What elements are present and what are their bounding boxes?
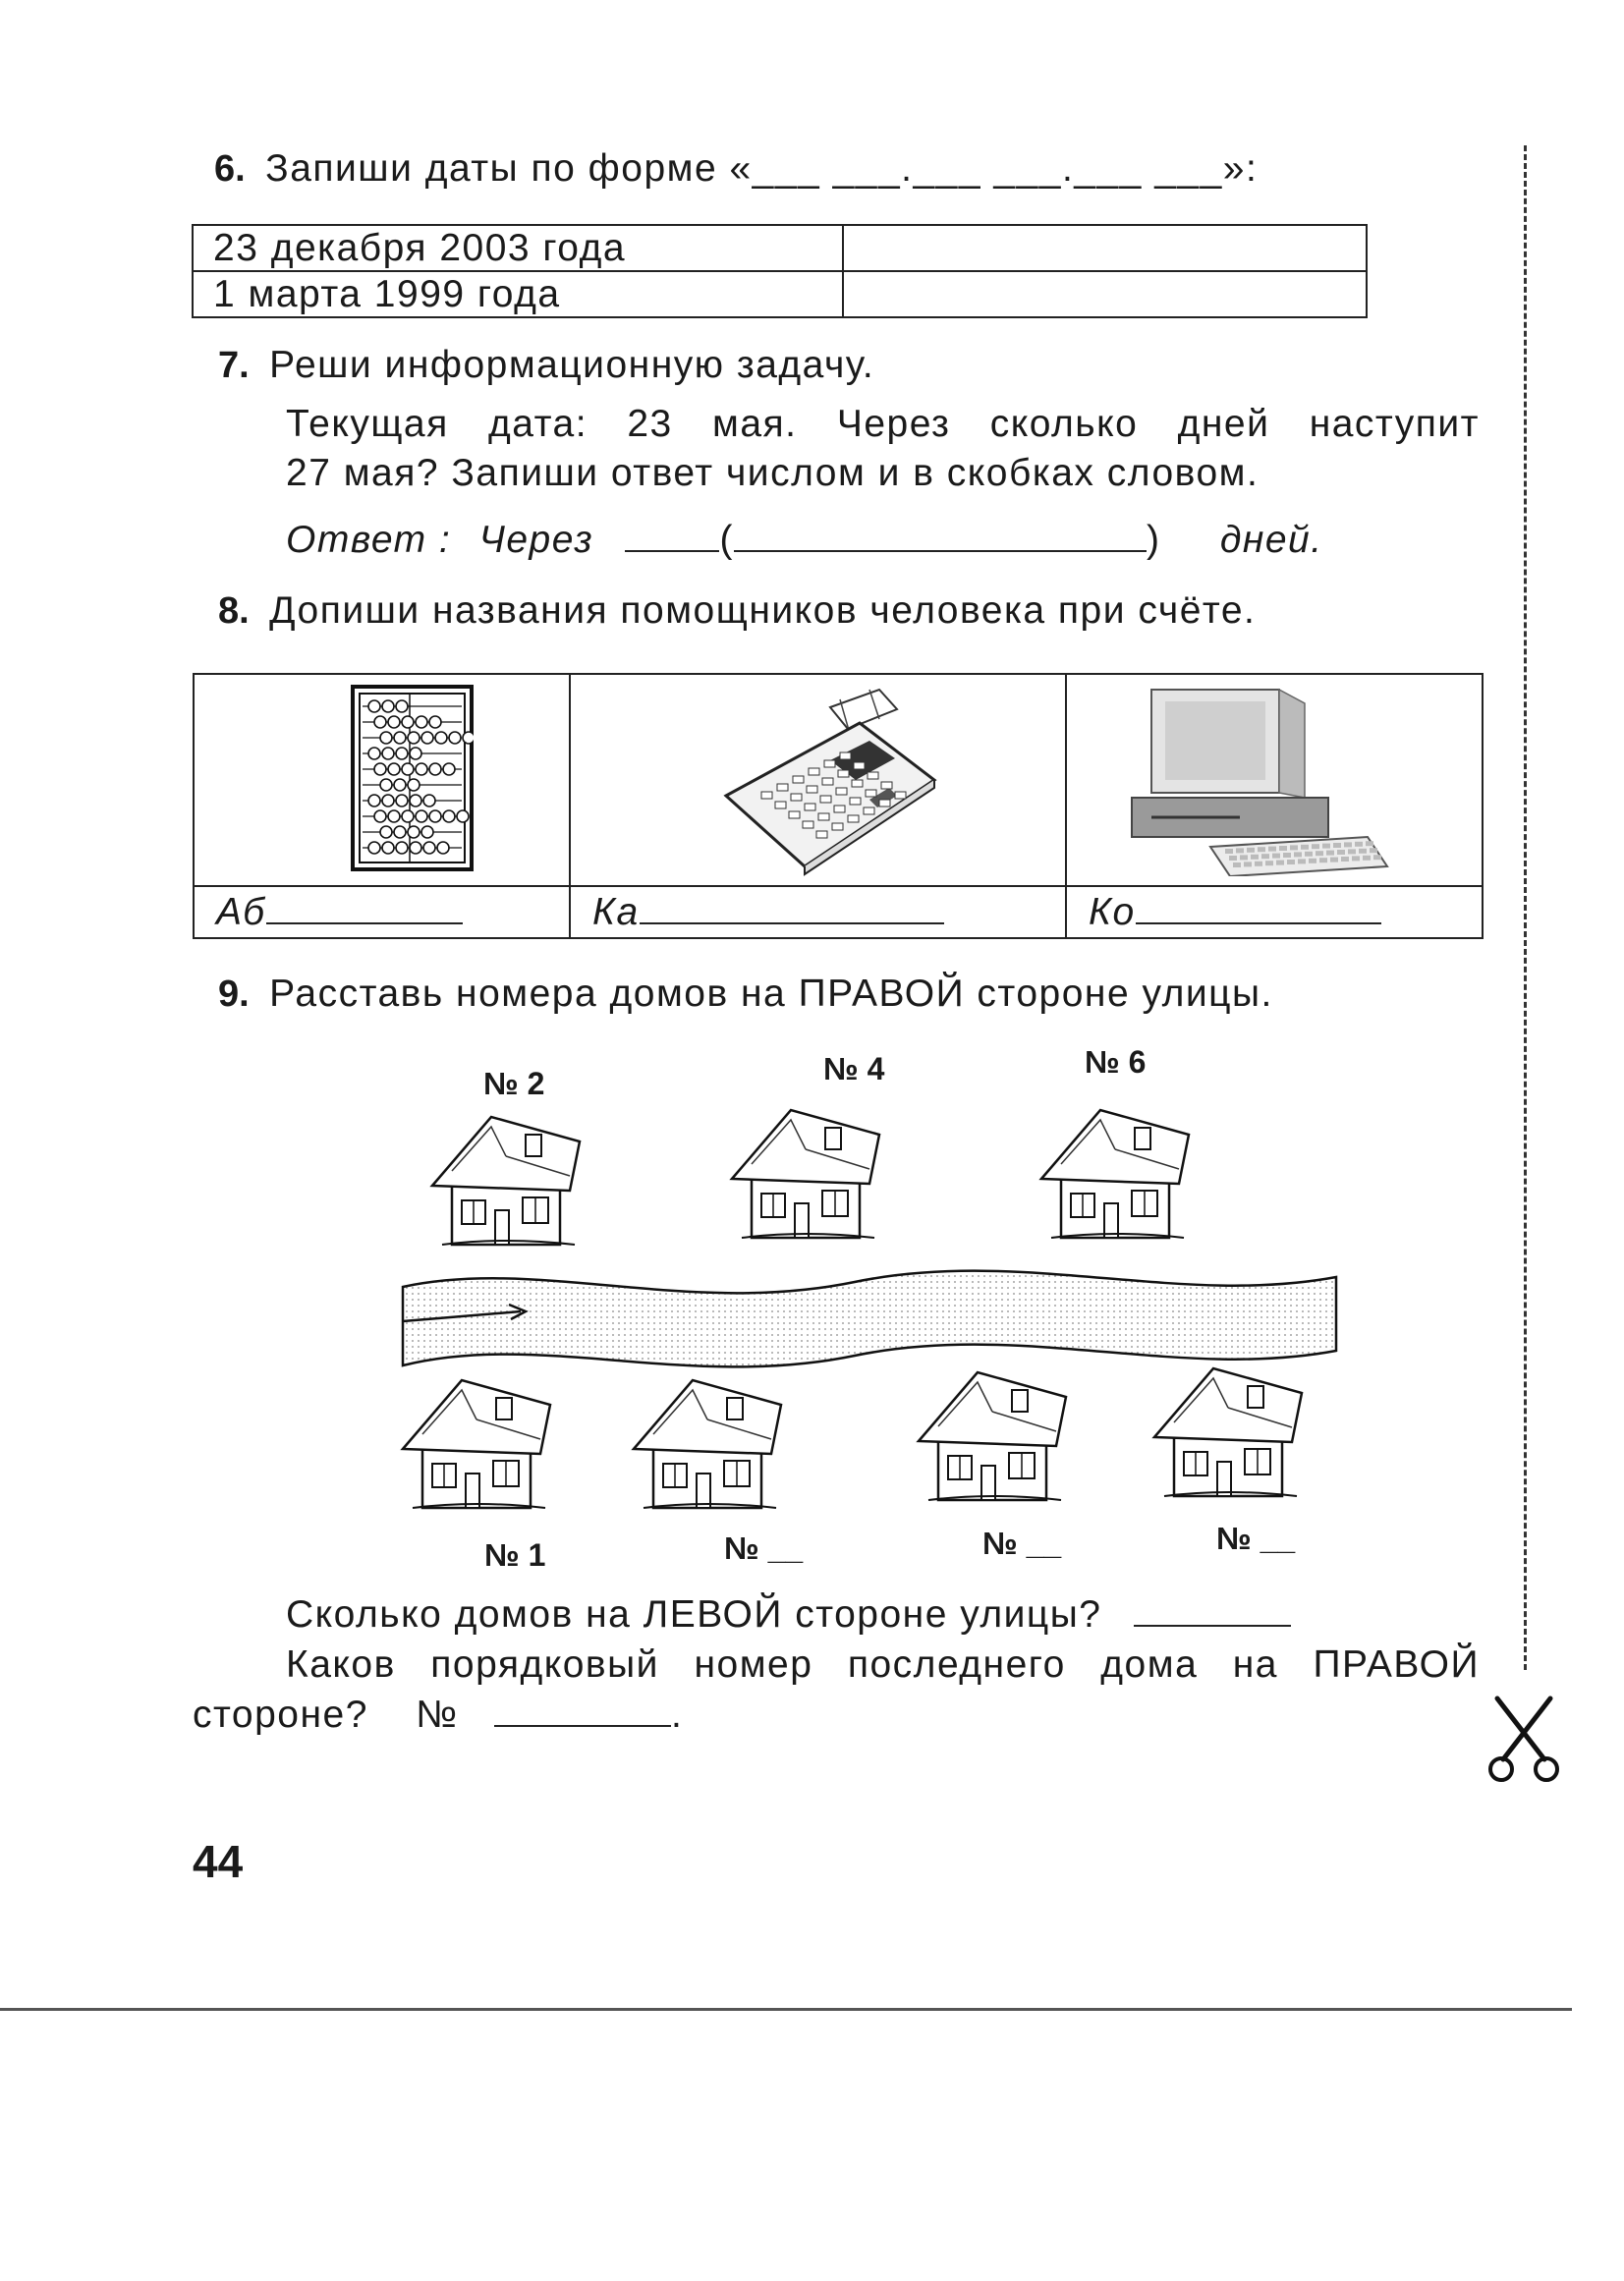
house-label-bottom-4[interactable]: № __ xyxy=(1216,1521,1296,1556)
task9-number-sign: № xyxy=(416,1694,459,1736)
task8-prefix-2: Ка xyxy=(592,890,640,933)
task7-line1: Текущая дата: 23 мая. Через сколько дней наступит xyxy=(286,403,1480,445)
house-bottom-2 xyxy=(634,1380,781,1508)
task7-answer-colon: : xyxy=(438,519,452,561)
calculator-icon xyxy=(722,680,958,876)
task8-answer-1[interactable] xyxy=(194,886,570,938)
scissors-icon xyxy=(1485,1695,1562,1785)
task8-answer-2[interactable] xyxy=(570,886,1066,938)
house-label-bottom-2[interactable]: № __ xyxy=(724,1530,804,1566)
house-label-top-2: № 4 xyxy=(823,1051,885,1086)
task7-answer-label: Ответ xyxy=(286,519,427,561)
task9-question1-text: Сколько домов на ЛЕВОЙ стороне улицы? xyxy=(286,1593,1102,1636)
task9-answer2-blank[interactable] xyxy=(494,1696,671,1727)
task8-prefix-3: Ко xyxy=(1089,890,1136,933)
task7-open-paren: ( xyxy=(719,519,734,561)
task7-answer-days: дней. xyxy=(1219,519,1323,561)
task7-answer-through: Через xyxy=(478,519,594,561)
task9-question2-dot: . xyxy=(670,1694,684,1736)
task6-number: 6. xyxy=(214,148,246,190)
task9-question2-text: стороне? xyxy=(193,1694,368,1736)
house-top-3 xyxy=(1041,1110,1189,1238)
task6-answer-1[interactable] xyxy=(843,225,1367,271)
task7-close-paren: ) xyxy=(1146,519,1161,561)
house-bottom-3 xyxy=(919,1372,1066,1500)
house-label-bottom-1: № 1 xyxy=(484,1537,546,1573)
house-top-2 xyxy=(732,1110,879,1238)
task9-answer1-blank[interactable] xyxy=(1134,1595,1291,1627)
house-bottom-4 xyxy=(1154,1368,1302,1496)
task6-header xyxy=(214,147,1258,191)
scan-edge-line xyxy=(0,2008,1572,2011)
task7-line2: 27 мая? Запиши ответ числом и в скобках словом. xyxy=(286,452,1260,494)
task6-answer-2[interactable] xyxy=(843,271,1367,317)
street-illustration xyxy=(393,1056,1356,1528)
computer-icon xyxy=(1122,680,1397,876)
task8-prefix-1: Аб xyxy=(216,890,266,933)
task7-number-blank[interactable] xyxy=(625,521,719,552)
cut-line xyxy=(1524,145,1527,1670)
task8-blank-1[interactable] xyxy=(266,899,463,924)
page-number: 44 xyxy=(193,1836,244,1887)
task6-text: Запиши даты по форме «___ ___.___ ___.___ ___»: xyxy=(265,147,1259,190)
task7-answer-line xyxy=(286,519,1323,562)
task8-header xyxy=(218,589,1256,633)
house-label-bottom-3[interactable]: № __ xyxy=(982,1526,1062,1561)
task8-text: Допиши названия помощников человека при счёте. xyxy=(269,589,1257,632)
house-label-top-1: № 2 xyxy=(483,1066,545,1101)
house-bottom-1 xyxy=(403,1380,550,1508)
task9-question2-line1: Каков порядковый номер последнего дома на ПРАВОЙ xyxy=(286,1643,1480,1686)
task9-header xyxy=(218,973,1273,1016)
task7-header xyxy=(218,344,874,387)
task6-date-2: 1 марта 1999 года xyxy=(193,271,843,317)
task6-date-1: 23 декабря 2003 года xyxy=(193,225,843,271)
house-top-1 xyxy=(432,1117,580,1245)
task8-answer-3[interactable] xyxy=(1066,886,1483,938)
task8-blank-2[interactable] xyxy=(640,899,944,924)
task8-blank-3[interactable] xyxy=(1136,899,1381,924)
task7-title: Реши информационную задачу. xyxy=(269,344,875,386)
task7-number: 7. xyxy=(218,345,250,386)
task9-question1 xyxy=(286,1593,1291,1637)
task7-word-blank[interactable] xyxy=(734,521,1147,552)
task9-number: 9. xyxy=(218,974,250,1015)
house-label-top-3: № 6 xyxy=(1085,1044,1147,1080)
task8-number: 8. xyxy=(218,590,250,632)
abacus-icon xyxy=(351,685,474,871)
task6-table xyxy=(192,224,1368,318)
task9-text: Расставь номера домов на ПРАВОЙ стороне улицы. xyxy=(269,973,1273,1015)
task9-question2-line2 xyxy=(193,1694,683,1737)
